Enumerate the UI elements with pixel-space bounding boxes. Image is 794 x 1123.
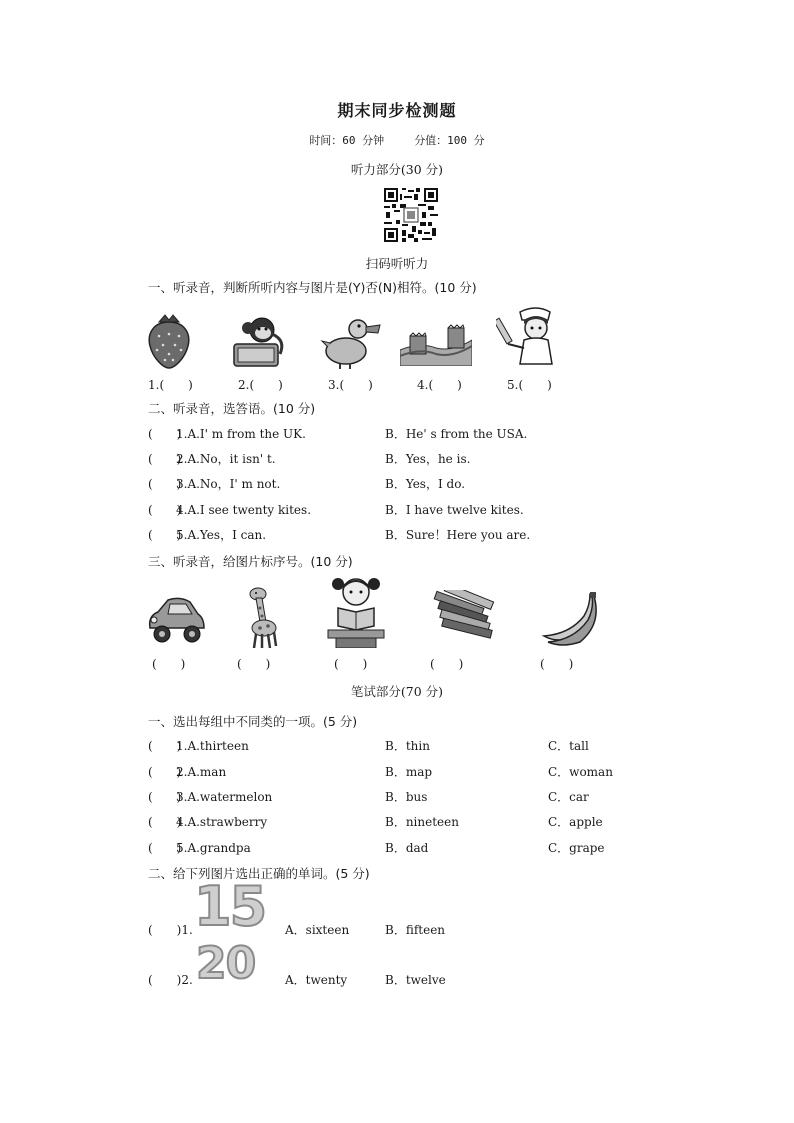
written-part2-heading: 二、给下列图片选出正确的单词。(5 分) [148,866,370,881]
p2-question-1 [148,425,648,443]
qr-code-icon[interactable] [384,188,438,242]
option-b: B．thin [385,739,430,753]
w2-question-1 [148,921,193,938]
answer-blank[interactable]: ( ) [148,765,182,779]
answer-blank[interactable]: ( ) [148,841,182,855]
girl-reading-icon [322,574,390,648]
listening-part3-heading: 三、听录音，给图片标序号。(10 分) [148,554,353,569]
option-c: C．grape [548,841,605,855]
monkey-icon [228,314,290,370]
option-a: 2.A.No，it isn' t. [176,452,276,466]
option-b: B．bus [385,790,428,804]
number-20-image: 20 [196,938,256,989]
p1-label-4: 4.( ) [417,378,462,392]
w1-question-5 [148,839,648,857]
option-a: 5.A.Yes，I can. [176,528,267,542]
option-c: C．tall [548,739,589,753]
w2-question-2 [148,971,193,988]
p3-label-5: ( ) [540,657,574,671]
exam-meta [0,132,794,148]
w1-question-4 [148,813,648,831]
option-b: B．dad [385,841,429,855]
w2-q1-option-b: B．fifteen [385,923,446,937]
p1-label-2: 2.( ) [238,378,283,392]
answer-blank[interactable]: ( ) [148,790,182,804]
nurse-icon [496,304,562,368]
time-limit: 时间：60 分钟 [309,134,385,147]
option-b: B．He' s from the USA. [385,427,528,441]
question-number: 2. [181,973,193,987]
number-15-image: 15 [194,875,266,938]
option-a: 4.A.strawberry [176,815,268,829]
answer-blank[interactable]: ( ) [148,427,182,441]
option-b: B．Sure！Here you are. [385,528,531,542]
w1-question-2 [148,763,648,781]
option-a: 5.A.grandpa [176,841,251,855]
qr-caption: 扫码听听力 [365,256,429,271]
option-b: B．nineteen [385,815,459,829]
w2-q2-option-b: B．twelve [385,973,446,987]
answer-blank[interactable]: ( ) [148,503,182,517]
p3-label-3: ( ) [334,657,368,671]
option-a: 1.A.I' m from the UK. [176,427,306,441]
option-a: 1.A.thirteen [176,739,249,753]
option-a: 3.A.No，I' m not. [176,477,281,491]
p3-label-2: ( ) [237,657,271,671]
option-a: 4.A.I see twenty kites. [176,503,312,517]
listening-part2-heading: 二、听录音，选答语。(10 分) [148,401,316,416]
option-c: C．apple [548,815,603,829]
listening-part1-heading: 一、听录音，判断所听内容与图片是(Y)否(N)相符。(10 分) [148,280,477,295]
written-section-header: 笔试部分(70 分) [350,684,444,699]
option-b: B．I have twelve kites. [385,503,524,517]
answer-blank[interactable]: ( ) [148,923,182,937]
p2-question-3 [148,475,648,493]
p1-label-3: 3.( ) [328,378,373,392]
total-score: 分值：100 分 [414,134,485,147]
written-part1-heading: 一、选出每组中不同类的一项。(5 分) [148,714,358,729]
w1-question-1 [148,737,648,755]
option-c: C．woman [548,765,613,779]
w2-q1-option-a: A．sixteen [285,923,350,937]
p1-label-5: 5.( ) [507,378,552,392]
answer-blank[interactable]: ( ) [148,528,182,542]
p2-question-5 [148,526,648,544]
crayons-icon [430,590,500,644]
answer-blank[interactable]: ( ) [148,452,182,466]
option-c: C．car [548,790,589,804]
option-b: B．map [385,765,433,779]
answer-blank[interactable]: ( ) [148,815,182,829]
answer-blank[interactable]: ( ) [148,739,182,753]
car-icon [146,594,206,646]
answer-blank[interactable]: ( ) [148,973,182,987]
listening-section-header: 听力部分(30 分) [350,162,444,177]
bananas-icon [540,590,604,646]
w2-q2-option-a: A．twenty [285,973,348,987]
p2-question-2 [148,450,648,468]
duck-icon [320,315,382,370]
option-b: B．Yes，he is. [385,452,471,466]
great-wall-icon [400,322,472,366]
p3-label-4: ( ) [430,657,464,671]
answer-blank[interactable]: ( ) [148,477,182,491]
p2-question-4 [148,501,648,519]
option-a: 2.A.man [176,765,227,779]
strawberry-icon [145,312,193,370]
p1-label-1: 1.( ) [148,378,193,392]
page-title: 期末同步检测题 [337,101,457,120]
giraffe-icon [242,586,282,648]
option-b: B．Yes，I do. [385,477,466,491]
p3-label-1: ( ) [152,657,186,671]
question-number: 1. [181,923,193,937]
w1-question-3 [148,788,648,806]
option-a: 3.A.watermelon [176,790,273,804]
